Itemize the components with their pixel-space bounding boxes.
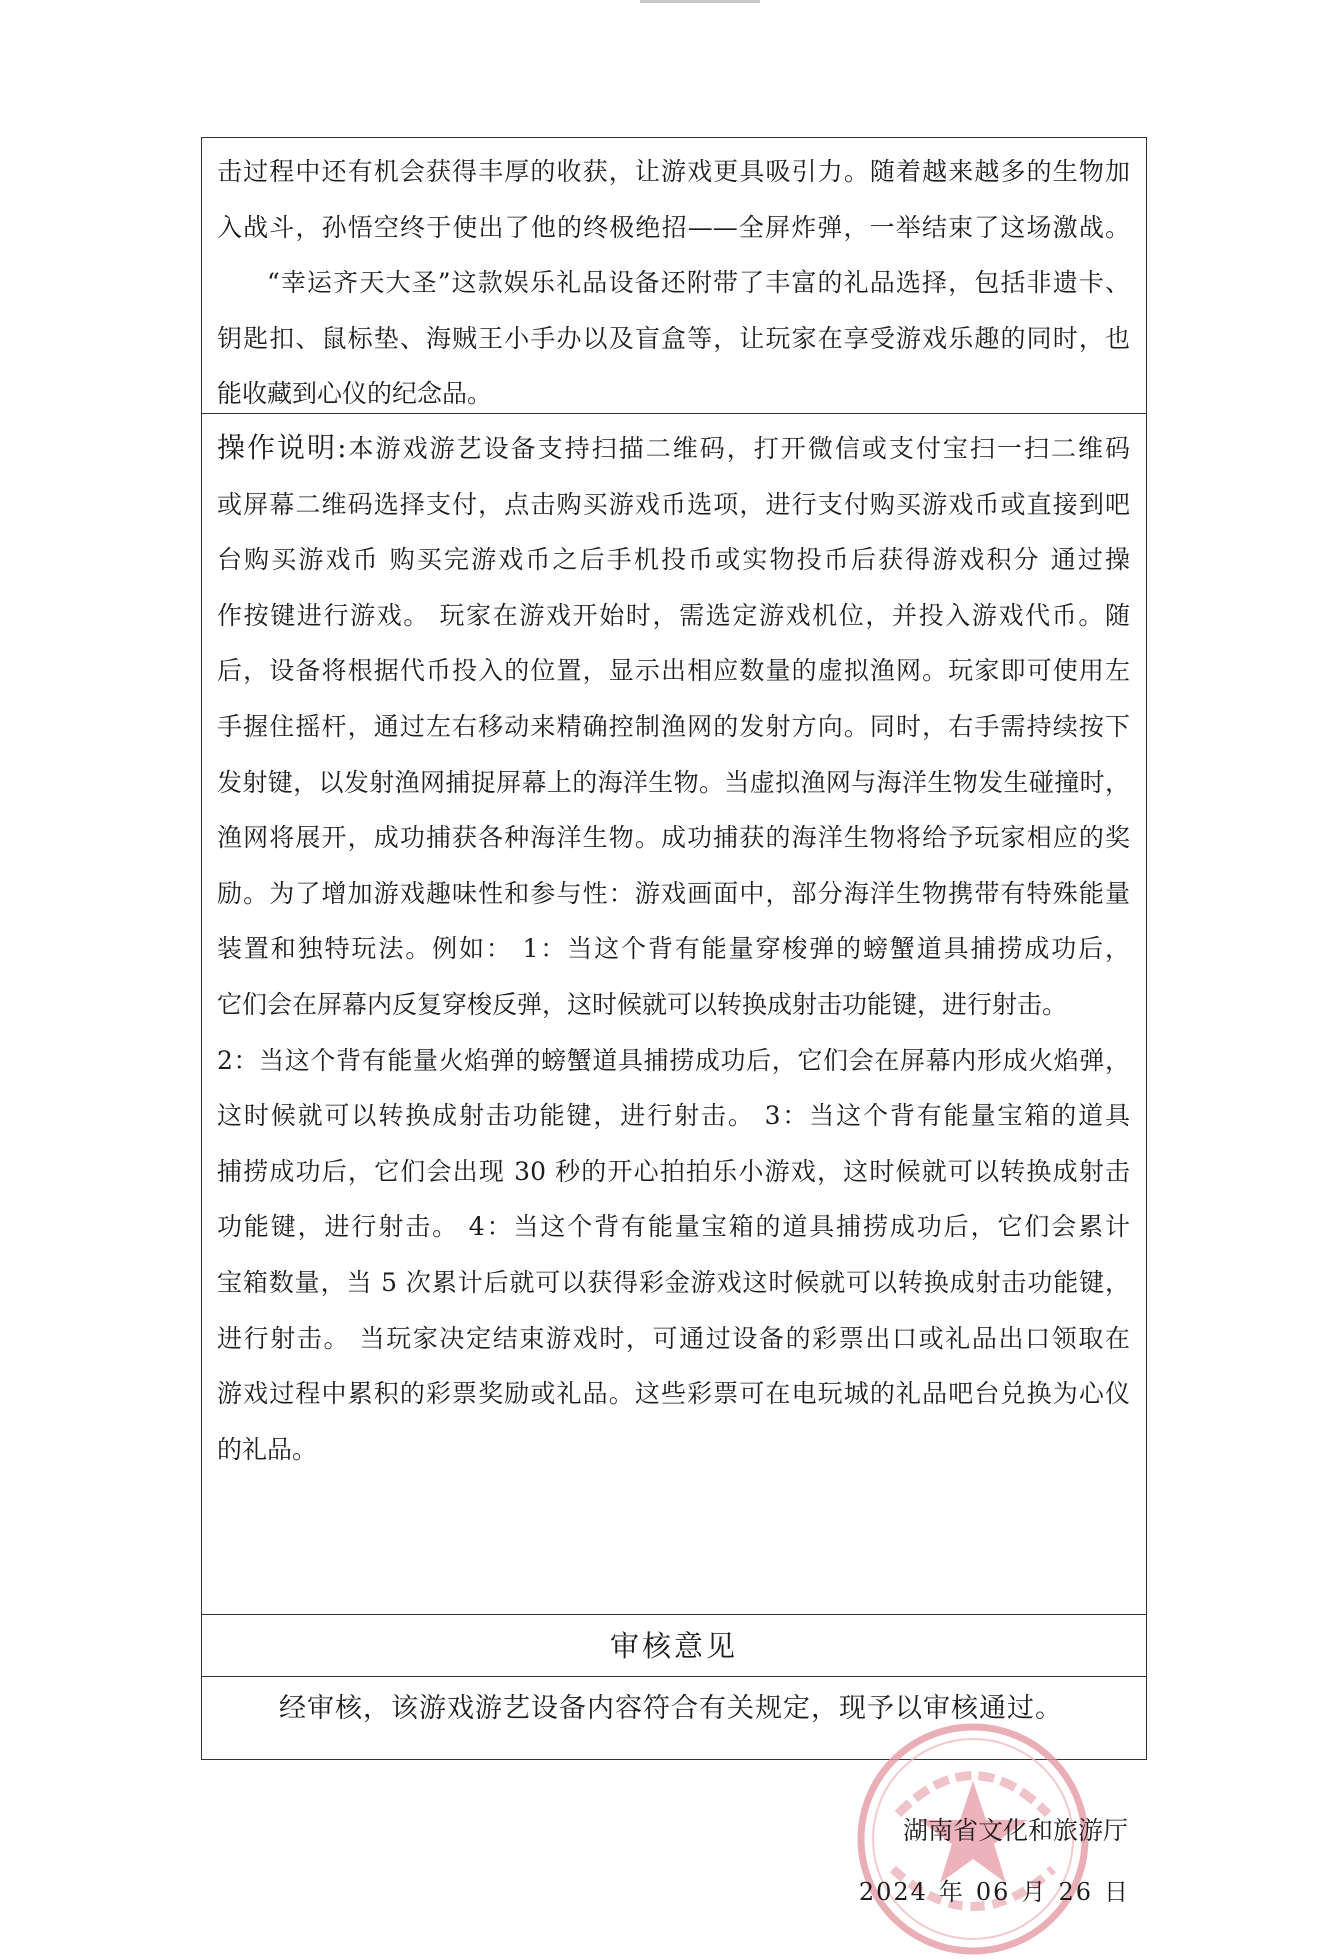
date-year: 2024 [858,1878,928,1906]
text-line: 这时候就可以转换成射击功能键，进行射击。 3：当这个背有能量宝箱的道具 [217,1101,1130,1131]
text-line: 发射键，以发射渔网捕捉屏幕上的海洋生物。当虚拟渔网与海洋生物发生碰撞时， [217,767,1130,797]
date-year-unit: 年 [938,1878,965,1906]
text-line: 能收藏到心仪的纪念品。 [217,379,493,409]
text-line [217,420,1130,477]
approval-form-table [201,137,1147,1906]
text-line: “幸运齐天大圣”这款娱乐礼品设备还附带了丰富的礼品选择，包括非遗卡、 [267,268,1130,298]
text-line: 渔网将展开，成功捕获各种海洋生物。成功捕获的海洋生物将给予玩家相应的奖 [217,823,1130,853]
text-line: 宝箱数量，当 5 次累计后就可以获得彩金游戏这时候就可以转换成射击功能键， [217,1267,1130,1297]
text-line: 功能键，进行射击。 4：当这个背有能量宝箱的道具捕捞成功后，它们会累计 [217,1212,1130,1242]
operation-label: 操作说明: [217,431,347,464]
text-line: 装置和独特玩法。例如： 1：当这个背有能量穿梭弹的螃蟹道具捕捞成功后， [217,934,1130,964]
text-line: 作按键进行游戏。 玩家在游戏开始时，需选定游戏机位，并投入游戏代币。随 [217,600,1130,630]
text-line: 进行射击。 当玩家决定结束游戏时，可通过设备的彩票出口或礼品出口领取在 [217,1323,1130,1353]
text-line: 入战斗，孙悟空终于使出了他的终极绝招——全屏炸弹，一举结束了这场激战。 [217,212,1130,242]
text-line: 手握住摇杆，通过左右移动来精确控制渔网的发射方向。同时，右手需持续按下 [217,711,1130,741]
text-line: 或屏幕二维码选择支付，点击购买游戏币选项，进行支付购买游戏币或直接到吧 [217,489,1130,519]
review-opinion-section [202,1677,1146,1906]
date-day: 26 [1058,1878,1093,1906]
text-line: 游戏过程中累积的彩票奖励或礼品。这些彩票可在电玩城的礼品吧台兑换为心仪 [217,1379,1130,1409]
text-line: 它们会在屏幕内反复穿梭反弹，这时候就可以转换成射击功能键，进行射击。 [217,989,1068,1019]
review-opinion-text: 经审核，该游戏游艺设备内容符合有关规定，现予以审核通过。 [279,1693,1063,1724]
text-line: 后，设备将根据代币投入的位置，显示出相应数量的虚拟渔网。玩家即可使用左 [217,656,1130,686]
issuing-authority: 湖南省文化和旅游厅 [902,1816,1128,1845]
operation-instructions-section [202,414,1146,1615]
text-line: 钥匙扣、鼠标垫、海贼王小手办以及盲盒等，让玩家在享受游戏乐趣的同时，也 [217,323,1130,353]
review-opinion-heading: 审核意见 [202,1615,1146,1677]
description-paragraph-2 [217,255,1130,422]
game-description-section [202,138,1146,414]
text-line-content: 本游戏游艺设备支持扫描二维码，打开微信或支付宝扫一扫二维码 [346,434,1130,463]
approval-date [848,1872,1130,1907]
text-line: 的礼品。 [217,1434,318,1464]
date-month: 06 [975,1878,1011,1906]
text-line: 捕捞成功后，它们会出现 30 秒的开心拍拍乐小游戏，这时候就可以转换成射击 [217,1156,1130,1186]
date-month-unit: 月 [1021,1878,1048,1906]
text-line: 台购买游戏币 购买完游戏币之后手机投币或实物投币后获得游戏积分 通过操 [217,545,1130,575]
scan-edge-mark [640,0,760,3]
text-line: 2：当这个背有能量火焰弹的螃蟹道具捕捞成功后，它们会在屏幕内形成火焰弹， [217,1045,1130,1075]
date-day-unit: 日 [1104,1878,1130,1906]
description-paragraph-1 [217,144,1130,255]
operation-text [217,420,1130,1477]
text-line: 励。为了增加游戏趣味性和参与性：游戏画面中，部分海洋生物携带有特殊能量 [217,878,1130,908]
text-line: 击过程中还有机会获得丰厚的收获，让游戏更具吸引力。随着越来越多的生物加 [217,157,1130,186]
